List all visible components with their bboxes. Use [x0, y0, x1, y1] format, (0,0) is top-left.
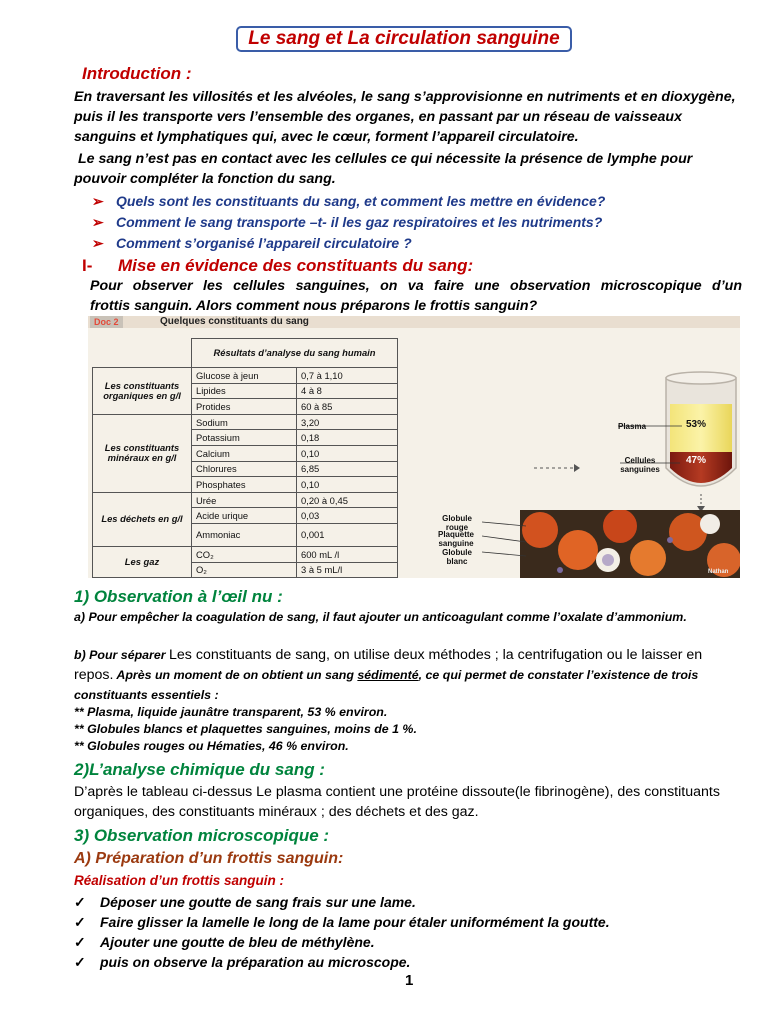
observation-1-b: b) Pour séparer Les constituants de sang, on utilise deux méthodes ; la centrifugation ou le laisser en repos. Après un moment de on obtient un sang sédimenté, ce qui permet de constater l’existence de trois constituants essentiels : — [74, 647, 703, 702]
observation-1-heading: 1) Observation à l’œil nu : — [74, 587, 283, 606]
table-category: Les constituants minéraux en g/l — [93, 414, 192, 492]
question-item: ➢ Comment s’organisé l’appareil circulatoire ? — [92, 233, 752, 254]
observation-2-text: D’après le tableau ci-dessus Le plasma contient une protéine dissoute(le fibrinogène), des constituants organiques, des constituants minéraux ; des déchets et des gaz. — [74, 784, 720, 820]
table-row: O₂ 3 à 5 mL/l — [93, 562, 398, 578]
observation-1-a: a) Pour empêcher la coagulation de sang, il faut ajouter un anticoagulant comme l’oxalate d’ammonium. — [74, 610, 687, 624]
table-row: Les déchets en g/l Urée 0,20 à 0,45 — [93, 492, 398, 508]
blood-constituents-figure — [88, 316, 740, 578]
introduction-paragraph-1: En traversant les villosités et les alvéoles, le sang s’approvisionne en nutriments et en dioxygène, puis il les transporte vers l’ensemble des organes, en passant par un réseau de vaisseaux sanguins et lymphatiques qui, avec le cœur, forment l’appareil circulatoire. — [74, 89, 736, 145]
table-header: Résultats d’analyse du sang humain — [192, 339, 398, 368]
introduction-heading: Introduction : — [82, 64, 192, 83]
check-icon: ✓ — [74, 934, 86, 950]
cells-label: Cellules sanguines — [620, 456, 660, 474]
list-item: ** Plasma, liquide jaunâtre transparent, 53 % environ. — [74, 705, 388, 719]
section-1-line-1: Pour observer les cellules sanguines, on va faire une observation microscopique d’un — [90, 278, 742, 294]
blood-analysis-table — [92, 338, 398, 578]
arrow-bullet-icon: ➢ — [92, 235, 104, 251]
list-item: ** Globules blancs et plaquettes sanguines, moins de 1 %. — [74, 722, 417, 736]
micro-label-platelet: Plaquette sanguine — [437, 530, 474, 548]
list-item: ** Globules rouges ou Hématies, 46 % environ. — [74, 739, 349, 753]
figure-credit: Nathan — [708, 569, 729, 575]
page-title-box — [236, 26, 572, 52]
micro-label-white-cell: Globule blanc — [442, 548, 472, 566]
table-row: Lipides 4 à 8 — [93, 383, 398, 399]
figure-tag: Doc 2 — [90, 316, 123, 328]
arrow-bullet-icon: ➢ — [92, 193, 104, 209]
blood-smear-micrograph — [520, 510, 740, 578]
realisation-heading: Réalisation d’un frottis sanguin : — [74, 873, 285, 888]
table-row: Calcium 0,10 — [93, 445, 398, 461]
list-item: ✓ Déposer une goutte de sang frais sur une lame. — [74, 894, 416, 910]
list-item: ✓ Ajouter une goutte de bleu de méthylène. — [74, 934, 375, 950]
page-title: Le sang et La circulation sanguine — [248, 28, 560, 49]
table-row: Potassium 0,18 — [93, 430, 398, 446]
figure-title: Quelques constituants du sang — [160, 316, 309, 327]
table-row: Phosphates 0,10 — [93, 477, 398, 493]
table-category: Les déchets en g/l — [93, 492, 192, 546]
check-icon: ✓ — [74, 914, 86, 930]
table-category: Les constituants organiques en g/l — [93, 368, 192, 415]
smear-steps-list — [74, 892, 754, 972]
observation-2-heading: 2)L’analyse chimique du sang : — [74, 760, 325, 779]
plasma-percent: 53% — [686, 419, 707, 430]
section-1-line-2: frottis sanguin. Alors comment nous préparons le frottis sanguin? — [90, 298, 538, 314]
table-header-row — [93, 339, 398, 368]
micro-label-red-cell: Globule rouge — [442, 514, 472, 532]
table-row: Les gaz CO₂ 600 mL /l — [93, 546, 398, 562]
questions-list — [92, 191, 752, 254]
plasma-label: Plasma — [618, 422, 647, 431]
list-item: ✓ Faire glisser la lamelle le long de la lame pour étaler uniformément la goutte. — [74, 914, 610, 930]
introduction-paragraph-2: Le sang n’est pas en contact avec les cellules ce qui nécessite la présence de lymphe pour pouvoir compléter la fonction du sang. — [74, 151, 693, 187]
question-item: ➢ Quels sont les constituants du sang, et comment les mettre en évidence? — [92, 191, 752, 212]
table-row: Protides 60 à 85 — [93, 399, 398, 415]
page-number: 1 — [405, 972, 414, 989]
table-row: Chlorures 6,85 — [93, 461, 398, 477]
observation-3-subheading: A) Préparation d’un frottis sanguin: — [74, 850, 344, 867]
table-category: Les gaz — [93, 546, 192, 577]
table-row: Les constituants minéraux en g/l Sodium 3,20 — [93, 414, 398, 430]
check-icon: ✓ — [74, 954, 86, 970]
micro-label-pointers — [482, 516, 526, 560]
table-row: Ammoniac 0,001 — [93, 523, 398, 546]
list-item: ✓ puis on observe la préparation au microscope. — [74, 954, 411, 970]
table-row: Acide urique 0,03 — [93, 508, 398, 524]
cells-percent: 47% — [686, 455, 707, 466]
question-item: ➢ Comment le sang transporte –t- il les gaz respiratoires et les nutriments? — [92, 212, 752, 233]
section-1-heading: Mise en évidence des constituants du sang: — [118, 256, 474, 275]
arrow-bullet-icon: ➢ — [92, 214, 104, 230]
section-1-number: I- — [82, 256, 93, 275]
check-icon: ✓ — [74, 894, 86, 910]
observation-1-items — [74, 704, 744, 755]
table-row: Les constituants organiques en g/l Glucose à jeun 0,7 à 1,10 — [93, 368, 398, 384]
observation-3-heading: 3) Observation microscopique : — [74, 826, 330, 845]
